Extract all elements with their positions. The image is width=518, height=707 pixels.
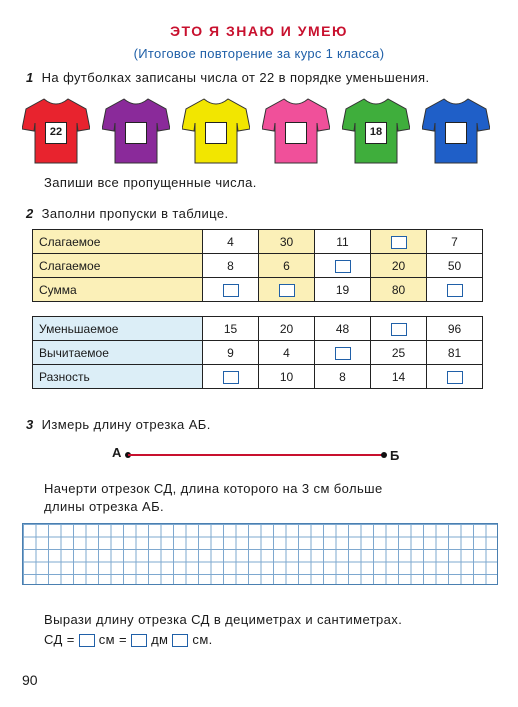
table-cell[interactable] bbox=[427, 365, 483, 389]
table-cell: 96 bbox=[427, 317, 483, 341]
answer-box[interactable] bbox=[335, 347, 351, 360]
table-cell: 48 bbox=[315, 317, 371, 341]
table-cell: 81 bbox=[427, 341, 483, 365]
table-cell[interactable] bbox=[315, 254, 371, 278]
row-label: Вычитаемое bbox=[33, 341, 203, 365]
draw-instruction-line2: длины отрезка АБ. bbox=[44, 499, 165, 514]
point-a-label: А bbox=[112, 445, 122, 460]
formula-sd: СД bbox=[44, 632, 63, 647]
row-label: Уменьшаемое bbox=[33, 317, 203, 341]
shirt bbox=[342, 95, 410, 165]
formula-eq2: = bbox=[119, 632, 128, 647]
task1-instruction: Запиши все пропущенные числа. bbox=[44, 175, 257, 190]
row-label: Слагаемое bbox=[33, 254, 203, 278]
table-cell: 20 bbox=[371, 254, 427, 278]
answer-box[interactable] bbox=[447, 284, 463, 297]
table-row bbox=[33, 341, 483, 365]
task1-text: На футболках записаны числа от 22 в порядке уменьшения. bbox=[41, 70, 430, 85]
page-title: ЭТО Я ЗНАЮ И УМЕЮ bbox=[170, 23, 348, 39]
table-cell: 8 bbox=[315, 365, 371, 389]
task3-text: Измерь длину отрезка АБ. bbox=[41, 417, 211, 432]
express-instruction: Вырази длину отрезка СД в дециметрах и сантиметрах. bbox=[44, 612, 403, 627]
table-cell: 30 bbox=[259, 230, 315, 254]
shirt bbox=[102, 95, 170, 165]
point-b-label: Б bbox=[390, 448, 400, 463]
page-subtitle: (Итоговое повторение за курс 1 класса) bbox=[133, 46, 385, 61]
table-cell[interactable] bbox=[371, 317, 427, 341]
formula-cm: см bbox=[98, 632, 116, 647]
shirt-number-box[interactable] bbox=[205, 122, 227, 144]
table-cell: 10 bbox=[259, 365, 315, 389]
table-cell: 15 bbox=[203, 317, 259, 341]
drawing-grid[interactable] bbox=[22, 523, 498, 585]
table-cell: 4 bbox=[259, 341, 315, 365]
table-cell: 6 bbox=[259, 254, 315, 278]
answer-box[interactable] bbox=[391, 236, 407, 249]
table-cell: 4 bbox=[203, 230, 259, 254]
draw-instruction-line1: Начерти отрезок СД, длина которого на 3 см больше bbox=[44, 481, 383, 496]
formula-dm: дм bbox=[151, 632, 169, 647]
table-cell: 25 bbox=[371, 341, 427, 365]
table-cell[interactable] bbox=[371, 230, 427, 254]
task2-number: 2 bbox=[26, 206, 34, 221]
segment-ab bbox=[128, 454, 384, 456]
shirt bbox=[182, 95, 250, 165]
formula-eq1: = bbox=[66, 632, 75, 647]
table-cell: 50 bbox=[427, 254, 483, 278]
answer-box[interactable] bbox=[447, 371, 463, 384]
point-b bbox=[381, 452, 387, 458]
table-row bbox=[33, 230, 483, 254]
page-number: 90 bbox=[22, 672, 38, 688]
formula-cm2: см. bbox=[192, 632, 213, 647]
answer-box[interactable] bbox=[335, 260, 351, 273]
task1-number: 1 bbox=[26, 70, 34, 85]
addition-table bbox=[32, 229, 483, 302]
shirt bbox=[22, 95, 90, 165]
table-cell[interactable] bbox=[203, 278, 259, 302]
table-cell[interactable] bbox=[315, 341, 371, 365]
shirt-number-box: 18 bbox=[365, 122, 387, 144]
subtraction-table bbox=[32, 316, 483, 389]
table-cell: 9 bbox=[203, 341, 259, 365]
table-cell: 11 bbox=[315, 230, 371, 254]
answer-box-cm[interactable] bbox=[79, 634, 95, 647]
row-label: Разность bbox=[33, 365, 203, 389]
table-cell: 7 bbox=[427, 230, 483, 254]
shirt bbox=[422, 95, 490, 165]
answer-box[interactable] bbox=[223, 371, 239, 384]
table-cell: 8 bbox=[203, 254, 259, 278]
table-cell[interactable] bbox=[203, 365, 259, 389]
table-row bbox=[33, 365, 483, 389]
table-row bbox=[33, 317, 483, 341]
task3-number: 3 bbox=[26, 417, 34, 432]
row-label: Слагаемое bbox=[33, 230, 203, 254]
shirt-number-box[interactable] bbox=[125, 122, 147, 144]
table-cell: 19 bbox=[315, 278, 371, 302]
answer-box-cm2[interactable] bbox=[172, 634, 188, 647]
table-cell[interactable] bbox=[427, 278, 483, 302]
shirt-number-box[interactable] bbox=[285, 122, 307, 144]
answer-box-dm[interactable] bbox=[131, 634, 147, 647]
shirt-number-box: 22 bbox=[45, 122, 67, 144]
row-label: Сумма bbox=[33, 278, 203, 302]
formula-line bbox=[44, 632, 213, 647]
task3-heading bbox=[26, 417, 211, 432]
answer-box[interactable] bbox=[391, 323, 407, 336]
table-cell[interactable] bbox=[259, 278, 315, 302]
table-row bbox=[33, 254, 483, 278]
shirt bbox=[262, 95, 330, 165]
table-cell: 14 bbox=[371, 365, 427, 389]
table-cell: 20 bbox=[259, 317, 315, 341]
answer-box[interactable] bbox=[223, 284, 239, 297]
task2-text: Заполни пропуски в таблице. bbox=[41, 206, 229, 221]
shirt-number-box[interactable] bbox=[445, 122, 467, 144]
task1-heading bbox=[26, 70, 429, 85]
answer-box[interactable] bbox=[279, 284, 295, 297]
table-row bbox=[33, 278, 483, 302]
table-cell: 80 bbox=[371, 278, 427, 302]
task2-heading bbox=[26, 206, 229, 221]
